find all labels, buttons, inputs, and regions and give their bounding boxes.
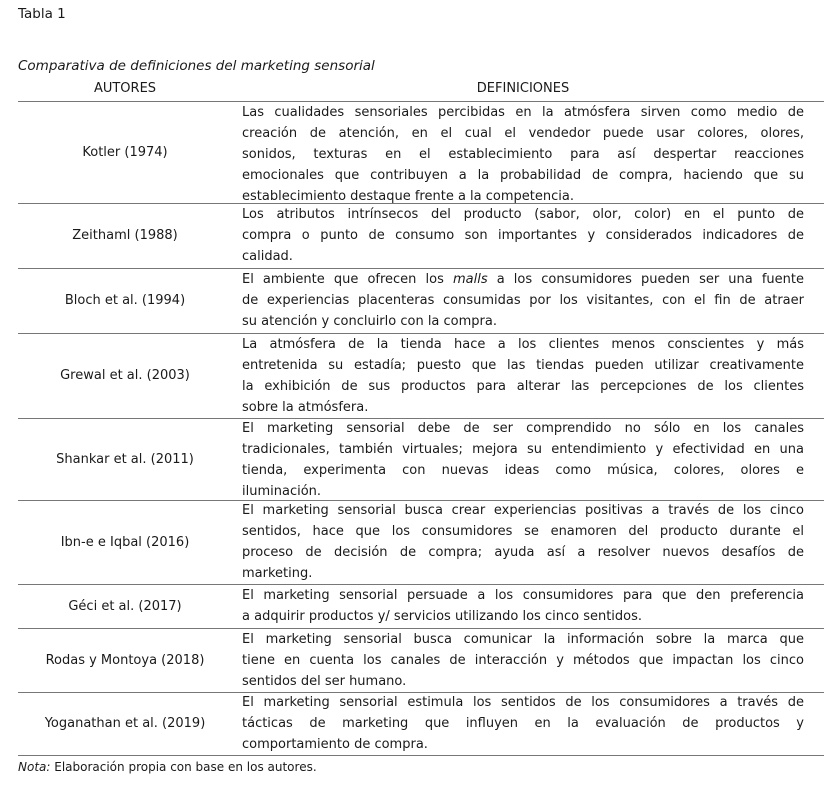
author-cell: Zeithaml (1988) xyxy=(72,228,178,243)
definition-line: tradicionales, también virtuales; mejora su entendimiento y efectividad en una xyxy=(242,442,804,457)
author-cell: Shankar et al. (2011) xyxy=(56,451,194,467)
definition-line: su atención y concluirlo con la compra. xyxy=(242,314,497,329)
author-cell: Grewal et al. (2003) xyxy=(60,368,190,383)
definition-line: proceso de decisión de compra; ayuda así a resolver nuevos desafíos de xyxy=(242,545,804,560)
author-cell: Ibn-e e Iqbal (2016) xyxy=(60,534,190,550)
definition-line: creación de atención, en el cual el vendedor puede usar colores, olores, xyxy=(242,126,804,141)
table-note xyxy=(18,760,317,774)
definition-line: tienda, experimenta con nuevas ideas como música, colores, olores e xyxy=(242,463,804,478)
table-row xyxy=(18,418,824,500)
definition-cell xyxy=(242,102,804,207)
author-cell: Kotler (1974) xyxy=(82,145,168,160)
definition-line: El ambiente que ofrecen los malls a los consumidores pueden ser una fuente xyxy=(242,272,804,287)
definition-cell xyxy=(242,500,804,584)
definition-line: la exhibición de sus productos para alterar las percepciones de los clientes xyxy=(242,378,804,394)
definition-line: comportamiento de compra. xyxy=(242,737,428,752)
definition-line: El marketing sensorial estimula los sentidos de los consumidores a través de xyxy=(242,695,804,710)
table-row xyxy=(18,333,824,418)
definition-cell xyxy=(242,269,804,332)
header-authors: AUTORES xyxy=(93,81,157,96)
table-row xyxy=(18,268,824,333)
definition-line: de experiencias placenteras consumidas por los visitantes, con el fin de atraer xyxy=(242,293,804,308)
definition-line: Las cualidades sensoriales percibidas en la atmósfera sirven como medio de xyxy=(242,105,804,120)
definition-line: El marketing sensorial busca comunicar la información sobre la marca que xyxy=(242,631,804,647)
definition-line: marketing. xyxy=(242,566,313,581)
definition-line: a adquirir productos y/ servicios utilizando los cinco sentidos. xyxy=(242,609,643,624)
definition-line: La atmósfera de la tienda hace a los clientes menos conscientes y más xyxy=(242,336,804,352)
definition-line: iluminación. xyxy=(242,484,322,499)
header-definitions: DEFINICIONES xyxy=(476,81,570,96)
definition-line: sonidos, texturas en el establecimiento para así despertar reacciones xyxy=(242,147,804,162)
definition-cell xyxy=(242,692,804,755)
author-cell: Bloch et al. (1994) xyxy=(64,293,186,308)
definition-line: El marketing sensorial debe de ser comprendido no sólo en los canales xyxy=(242,421,804,436)
definition-line: sentidos del ser humano. xyxy=(242,673,407,689)
definition-line: sobre la atmósfera. xyxy=(242,399,369,415)
definition-line: calidad. xyxy=(242,249,293,264)
definition-line: El marketing sensorial persuade a los consumidores para que den preferencia xyxy=(242,588,804,603)
definition-cell xyxy=(242,204,804,267)
definition-line: El marketing sensorial busca crear experiencias positivas a través de los cinco xyxy=(242,503,804,518)
table-row xyxy=(18,584,824,628)
table-row xyxy=(18,692,824,755)
definition-cell xyxy=(242,629,804,692)
definition-line: compra o punto de consumo son importantes y considerados indicadores de xyxy=(242,228,804,243)
author-cell: Rodas y Montoya (2018) xyxy=(45,652,205,668)
definition-line: tiene en cuenta los canales de interacción y métodos que impactan los cinco xyxy=(242,652,804,668)
table-caption: Comparativa de definiciones del marketing sensorial xyxy=(18,58,375,74)
row-divider xyxy=(18,755,824,756)
definition-line: tácticas de marketing que influyen en la evaluación de productos y xyxy=(242,716,804,731)
note-label: Nota: xyxy=(18,760,51,774)
author-cell: Géci et al. (2017) xyxy=(68,598,182,614)
definition-cell xyxy=(242,334,804,418)
definition-line: establecimiento destaque frente a la competencia. xyxy=(242,189,574,204)
table-row xyxy=(18,628,824,692)
definition-line: entretenida su estadía; puesto que las tiendas pueden utilizar creativamente xyxy=(242,357,804,373)
table-label: Tabla 1 xyxy=(18,6,66,22)
note-text: Elaboración propia con base en los autores. xyxy=(50,760,317,774)
definition-cell xyxy=(242,418,804,502)
table-row xyxy=(18,102,824,203)
table-row xyxy=(18,500,824,584)
definition-line: sentidos, hace que los consumidores se enamoren del producto durante el xyxy=(242,524,804,539)
table-row xyxy=(18,203,824,268)
definition-cell xyxy=(242,585,804,627)
definition-line: emocionales que contribuyen a la probabilidad de compra, haciendo que su xyxy=(242,168,804,183)
author-cell: Yoganathan et al. (2019) xyxy=(44,716,206,731)
definition-line: Los atributos intrínsecos del producto (sabor, olor, color) en el punto de xyxy=(242,207,804,222)
